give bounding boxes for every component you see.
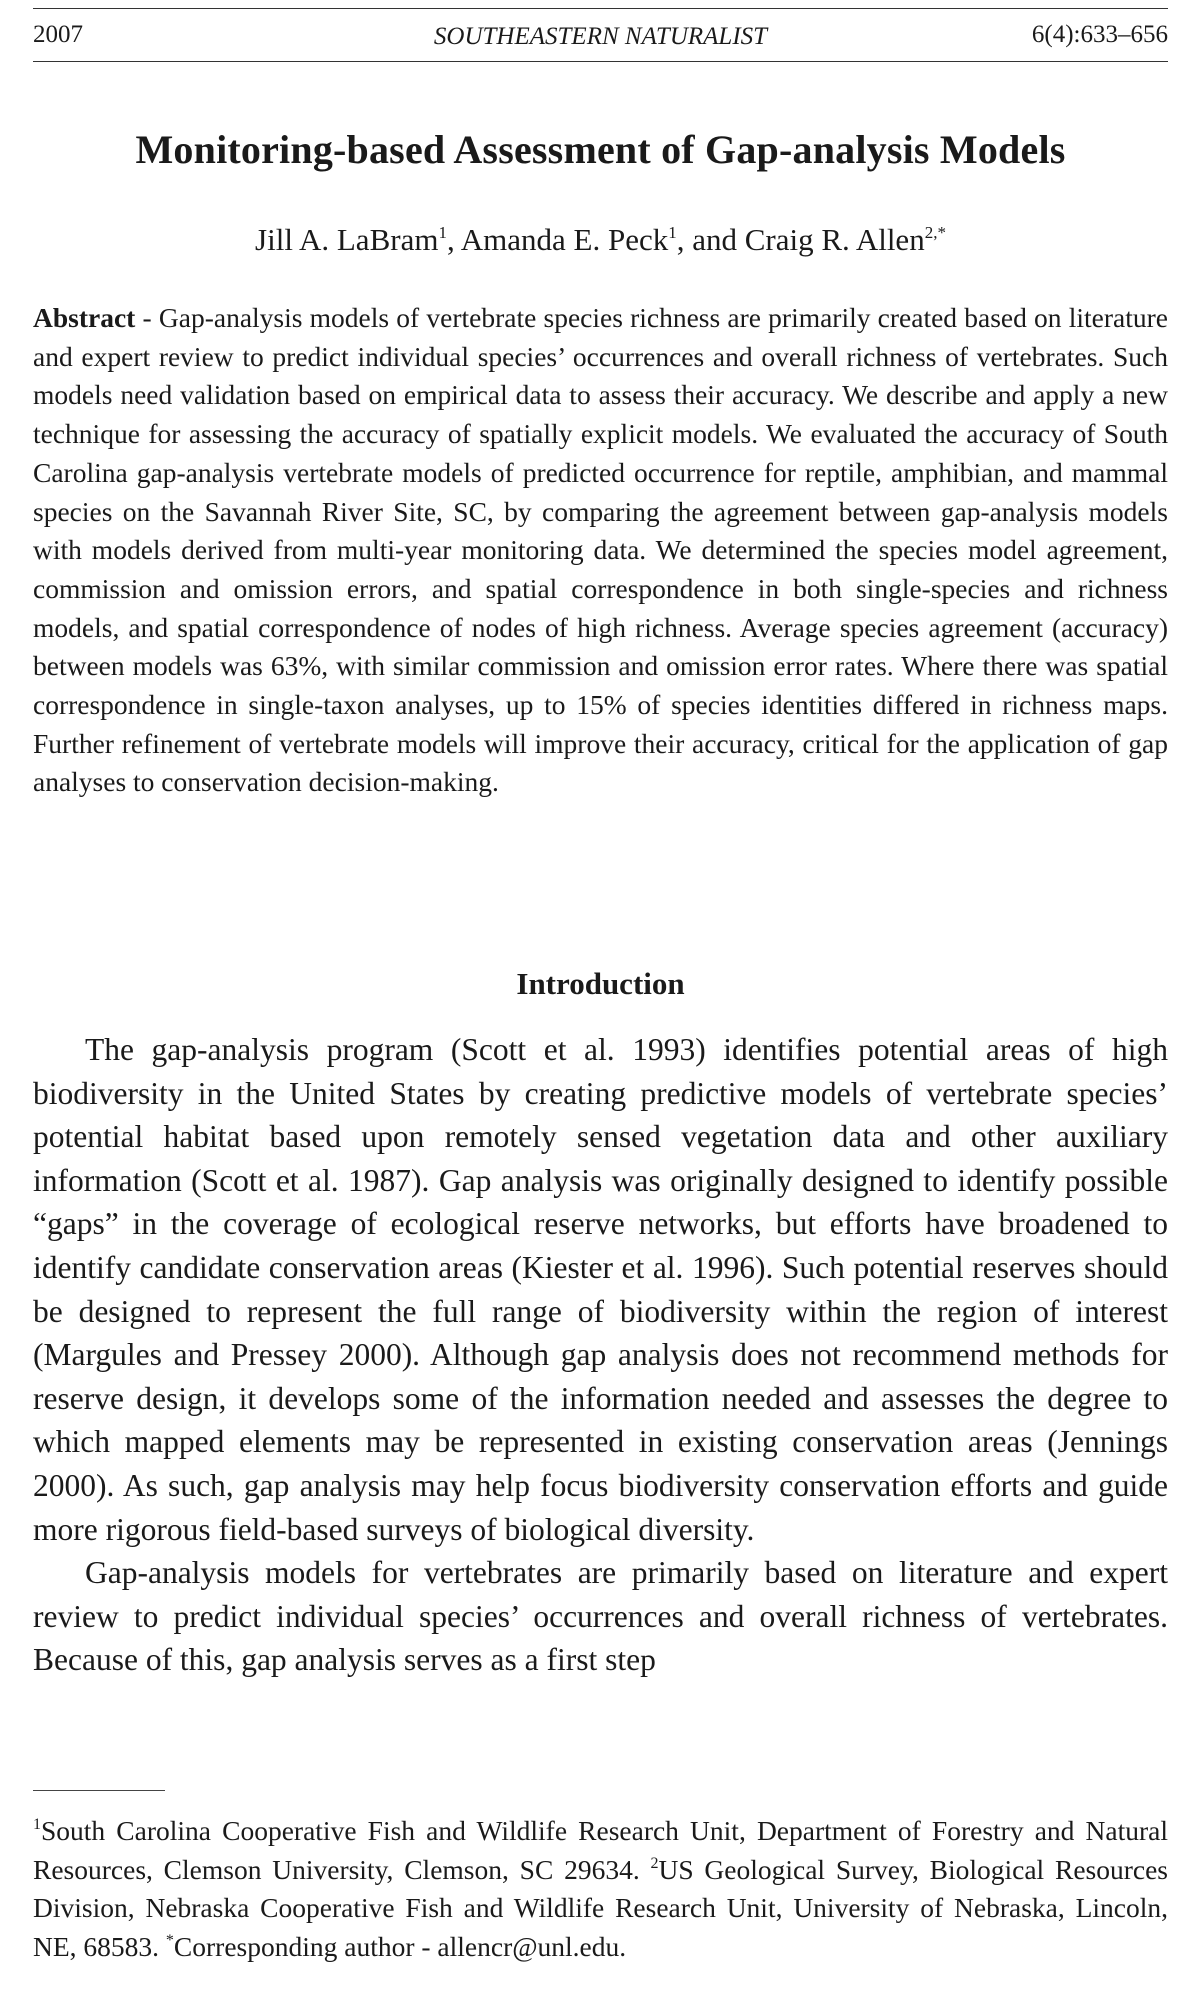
abstract-label: Abstract bbox=[33, 302, 136, 333]
author-separator: , and bbox=[676, 222, 745, 257]
affiliation-mark: 2,* bbox=[924, 223, 946, 242]
footnote-text: Corresponding author - allencr@unl.edu. bbox=[173, 1930, 627, 1962]
article-title: Monitoring-based Assessment of Gap-analysis Models bbox=[135, 127, 1066, 172]
running-head-volume-pages: 6(4):633–656 bbox=[1031, 21, 1168, 48]
footnote-mark: * bbox=[165, 1931, 174, 1949]
footnote-mark: 1 bbox=[33, 1816, 41, 1833]
affiliation-mark: 1 bbox=[438, 223, 447, 242]
abstract-dash: - bbox=[135, 302, 159, 333]
running-head bbox=[33, 8, 1168, 62]
author-separator: , bbox=[446, 222, 461, 257]
introduction-body bbox=[33, 1028, 1168, 1682]
footnote-mark: 2 bbox=[650, 1854, 659, 1872]
footnote-divider bbox=[33, 1790, 165, 1791]
running-head-year: 2007 bbox=[33, 21, 83, 48]
author-name: Jill A. LaBram bbox=[255, 222, 439, 257]
footnote-text: South Carolina Cooperative Fish and Wildlife Research Unit, Department of Forestry and Natural Resources, Clemson University, Clemson, SC 29634. bbox=[33, 1815, 1168, 1885]
footnotes bbox=[33, 1812, 1168, 1966]
author-name: Craig R. Allen bbox=[744, 222, 925, 257]
abstract bbox=[33, 299, 1168, 802]
affiliation-mark: 1 bbox=[668, 223, 677, 242]
body-paragraph: The gap-analysis program (Scott et al. 1993) identifies potential areas of high biodiversity in the United States by creating predictive models of vertebrate species’ potential habitat based upon remotely sensed vegetation data and other auxiliary information (Scott et al. 1987). Gap analysis was originally designed to identify possible “gaps” in the coverage of ecological reserve networks, but efforts have broadened to identify candidate conservation areas (Kiester et al. 1996). Such potential reserves should be designed to represent the full range of biodiversity within the region of interest (Margules and Pressey 2000). Although gap analysis does not recommend methods for reserve design, it develops some of the information needed and assesses the degree to which mapped elements may be represented in existing conservation areas (Jennings 2000). As such, gap analysis may help focus biodiversity conservation efforts and guide more rigorous field-based surveys of biological diversity. bbox=[33, 1032, 1168, 1547]
body-paragraph: Gap-analysis models for vertebrates are primarily based on literature and expert review to predict individual species’ occurrences and overall richness of vertebrates. Because of this, gap analysis serves as a first step bbox=[33, 1555, 1168, 1678]
author-list bbox=[33, 218, 1168, 262]
footnote-text: US Geological Survey, Biological Resources Division, Nebraska Cooperative Fish and Wildlife Research Unit, University of Nebraska, Lincoln, NE, 68583. bbox=[33, 1853, 1169, 1962]
abstract-text: Gap-analysis models of vertebrate species richness are primarily created based on literature and expert review to predict individual species’ occurrences and overall richness of vertebrates. Such models need validation based on empirical data to assess their accuracy. We describe and apply a new technique for assessing the accuracy of spatially explicit models. We evaluated the accuracy of South Carolina gap-analysis vertebrate models of predicted occurrence for reptile, amphibian, and mammal species on the Savannah River Site, SC, by comparing the agreement between gap-analysis models with models derived from multi-year monitoring data. We determined the species model agreement, commission and omission errors, and spatial correspondence in both single-species and richness models, and spatial correspondence of nodes of high richness. Average species agreement (accuracy) between models was 63%, with similar commission and omission error rates. Where there was spatial correspondence in single-taxon analyses, up to 15% of species identities differed in richness maps. Further refinement of vertebrate models will improve their accuracy, critical for the application of gap analyses to conservation decision-making. bbox=[33, 302, 1168, 798]
running-head-journal: SOUTHEASTERN NATURALIST bbox=[433, 23, 768, 50]
section-heading-introduction: Introduction bbox=[516, 966, 685, 1001]
author-name: Amanda E. Peck bbox=[460, 222, 669, 257]
